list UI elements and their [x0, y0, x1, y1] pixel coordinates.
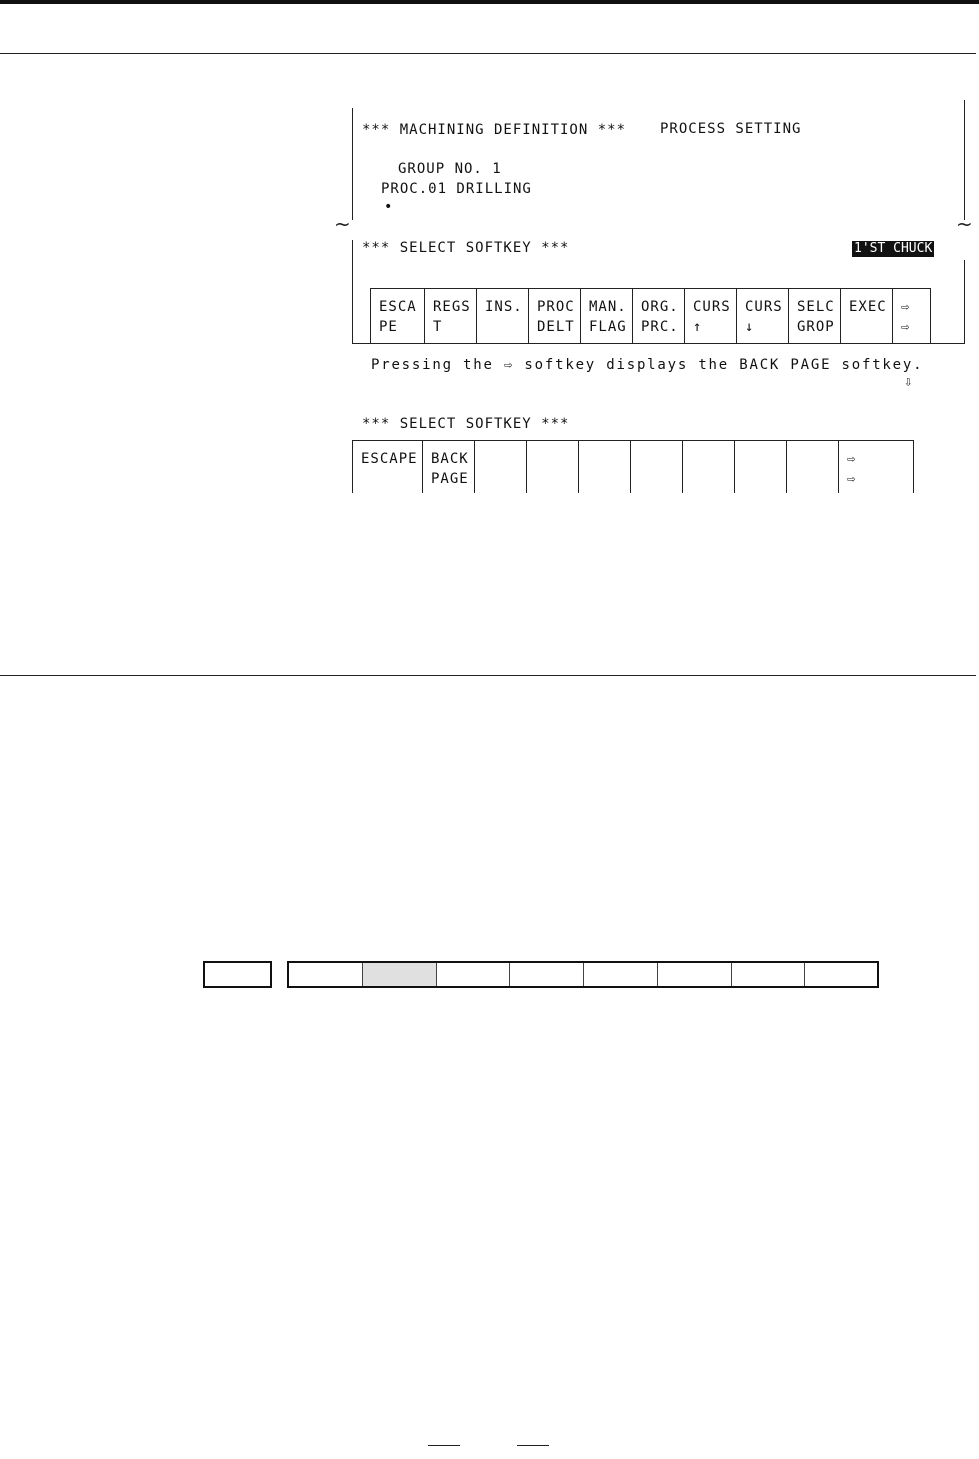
screen-bottom-line: [352, 343, 965, 344]
top-rule: [0, 0, 979, 4]
cursor-mark: •: [384, 199, 394, 215]
strip-cell: [584, 963, 658, 986]
page1-softkey-ins[interactable]: [476, 289, 528, 343]
softkey-label-line1: ESCAPE: [361, 451, 418, 467]
select-softkey-title-2: *** SELECT SOFTKEY ***: [362, 416, 570, 432]
page1-softkey-arrow[interactable]: [892, 289, 927, 343]
page1-softkey-esca[interactable]: [370, 289, 424, 343]
page1-softkey-curs[interactable]: [684, 289, 736, 343]
page1-softkey-proc[interactable]: [528, 289, 580, 343]
screen-title: *** MACHINING DEFINITION ***: [362, 122, 627, 138]
page2-softkey-blank[interactable]: [786, 441, 838, 493]
softkey-label-line1: SELC: [797, 299, 835, 315]
page2-softkey-blank[interactable]: [630, 441, 682, 493]
page2-softkey-blank[interactable]: [578, 441, 630, 493]
section-rule-lower: [0, 675, 976, 676]
footer-mark-right: [517, 1445, 549, 1446]
strip-cell: [805, 963, 877, 986]
strip-cell: [205, 963, 270, 986]
footer-mark-left: [428, 1445, 460, 1446]
softkey-label-line2: GROP: [797, 319, 835, 335]
softkey-bar-page2: [352, 440, 914, 493]
softkey-label-line2: FLAG: [589, 319, 627, 335]
softkey-label-line2: ⇨: [901, 319, 911, 335]
frame-right-upper: [964, 100, 965, 220]
page1-softkey-org[interactable]: [632, 289, 684, 343]
page1-softkey-man[interactable]: [580, 289, 632, 343]
page1-softkey-curs[interactable]: [736, 289, 788, 343]
screen-illustration: [334, 100, 973, 350]
group-number: GROUP NO. 1: [398, 161, 502, 177]
chuck-badge: 1'ST CHUCK: [854, 241, 933, 256]
break-tilde-right: ~: [956, 212, 973, 236]
strip-cell: [510, 963, 584, 986]
page1-softkey-exec[interactable]: [840, 289, 892, 343]
softkey-strip-main: [287, 961, 879, 988]
softkey-label-line1: INS.: [485, 299, 523, 315]
page2-softkey-blank[interactable]: [526, 441, 578, 493]
softkey-label-line2: T: [433, 319, 443, 335]
strip-cell: [437, 963, 511, 986]
softkey-label-line1: CURS: [745, 299, 783, 315]
softkey-label-line2: ↑: [693, 319, 703, 335]
page2-softkey-escape[interactable]: [352, 441, 422, 493]
softkey-label-line1: ESCA: [379, 299, 417, 315]
page2-softkey-blank[interactable]: [734, 441, 786, 493]
softkey-label-line1: ORG.: [641, 299, 679, 315]
break-tilde-left: ~: [334, 212, 351, 236]
softkey-label-line2: DELT: [537, 319, 575, 335]
softkey-label-line2: PRC.: [641, 319, 679, 335]
softkey-label-line2: PAGE: [431, 471, 469, 487]
softkey-label-line2: PE: [379, 319, 398, 335]
strip-cell: [658, 963, 732, 986]
section-rule-upper: [0, 53, 976, 54]
strip-cell: [289, 963, 363, 986]
process-line: PROC.01 DRILLING: [381, 181, 532, 197]
softkey-label-line1: REGS: [433, 299, 471, 315]
softkey-bar-page1: [370, 288, 931, 343]
softkey-label-line1: ⇨: [901, 299, 911, 315]
softkey-label-line1: MAN.: [589, 299, 627, 315]
page2-softkey-arrow[interactable]: [838, 441, 907, 493]
strip-cell: [732, 963, 806, 986]
mode-label: PROCESS SETTING: [660, 121, 802, 137]
softkey-strip-left: [203, 961, 272, 988]
note-text: Pressing the ⇨ softkey displays the BACK PAGE softkey.: [371, 357, 924, 373]
frame-right-lower: [964, 260, 965, 344]
softkey-label-line1: BACK: [431, 451, 469, 467]
softkey-label-line1: EXEC: [849, 299, 887, 315]
page2-softkey-back[interactable]: [422, 441, 474, 493]
softkey-label-line2: ↓: [745, 319, 755, 335]
frame-left-lower: [352, 240, 353, 344]
page1-softkey-regs[interactable]: [424, 289, 476, 343]
down-arrow-icon: ⇩: [904, 374, 914, 390]
softkey-label-line1: ⇨: [847, 451, 857, 467]
softkey-label-line2: ⇨: [847, 471, 857, 487]
page2-softkey-blank[interactable]: [682, 441, 734, 493]
softkey-label-line1: PROC: [537, 299, 575, 315]
softkey-label-line1: CURS: [693, 299, 731, 315]
strip-cell-highlighted: [363, 963, 437, 986]
frame-left-upper: [352, 108, 353, 220]
page2-softkey-blank[interactable]: [474, 441, 526, 493]
page1-softkey-selc[interactable]: [788, 289, 840, 343]
select-softkey-title: *** SELECT SOFTKEY ***: [362, 240, 570, 256]
